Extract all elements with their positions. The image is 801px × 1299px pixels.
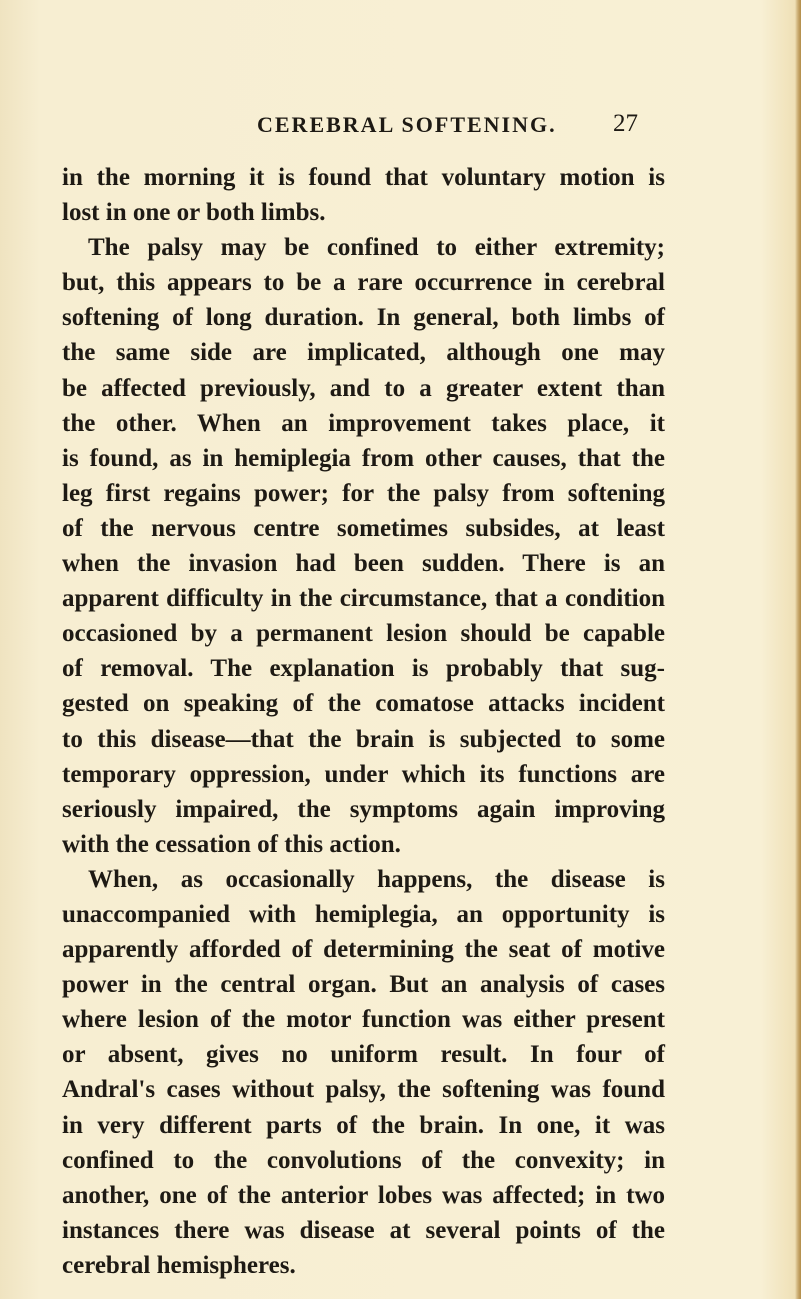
text-line: instances there was disease at several points of the [62, 1216, 665, 1244]
text-line: leg first regains power; for the palsy from softening [62, 479, 665, 507]
text-line: to this disease—that the brain is subjected to some [62, 725, 665, 753]
text-line: of the nervous centre sometimes subsides, at least [62, 514, 665, 542]
text-line: gested on speaking of the comatose attacks incident [62, 690, 665, 718]
text-line: apparent difficulty in the circumstance, that a condition [62, 585, 665, 613]
text-line: softening of long duration. In general, both limbs of [62, 304, 665, 332]
text-line: or absent, gives no uniform result. In four of [62, 1041, 665, 1069]
text-line: be affected previously, and to a greater extent than [62, 374, 665, 402]
text-line: cerebral hemispheres. [62, 1251, 296, 1279]
text-line: another, one of the anterior lobes was affected; in two [62, 1181, 665, 1209]
text-line: the other. When an improvement takes place, it [62, 409, 665, 437]
text-line: occasioned by a permanent lesion should be capable [62, 620, 665, 648]
text-line: lost in one or both limbs. [62, 199, 326, 227]
text-line: in very different parts of the brain. In one, it was [62, 1111, 665, 1139]
text-line: power in the central organ. But an analysis of cases [62, 971, 665, 999]
text-line: the same side are implicated, although one may [62, 339, 665, 367]
text-line: temporary oppression, under which its functions are [62, 760, 665, 788]
text-line: Andral's cases without palsy, the softening was found [62, 1076, 665, 1104]
running-title: CEREBRAL SOFTENING. [257, 112, 557, 137]
page-header [0, 112, 801, 144]
text-line: where lesion of the motor function was either present [62, 1006, 665, 1034]
text-line: apparently afforded of determining the seat of motive [62, 936, 665, 964]
text-line: is found, as in hemiplegia from other causes, that the [62, 444, 665, 472]
text-line: seriously impaired, the symptoms again improving [62, 795, 665, 823]
text-line: when the invasion had been sudden. There is an [62, 550, 665, 578]
body-text [62, 160, 665, 1283]
page-number: 27 [613, 110, 638, 137]
text-line: When, as occasionally happens, the disease is [88, 865, 665, 893]
text-line: with the cessation of this action. [62, 830, 401, 858]
page-edge-shading [795, 0, 801, 1299]
text-line: confined to the convolutions of the convexity; in [62, 1146, 665, 1174]
text-line: unaccompanied with hemiplegia, an opportunity is [62, 900, 665, 928]
text-line: but, this appears to be a rare occurrence in cerebral [62, 269, 665, 297]
text-line: of removal. The explanation is probably that sug- [62, 655, 665, 683]
text-line: in the morning it is found that voluntary motion is [62, 164, 665, 191]
text-line: The palsy may be confined to either extremity; [88, 234, 665, 262]
